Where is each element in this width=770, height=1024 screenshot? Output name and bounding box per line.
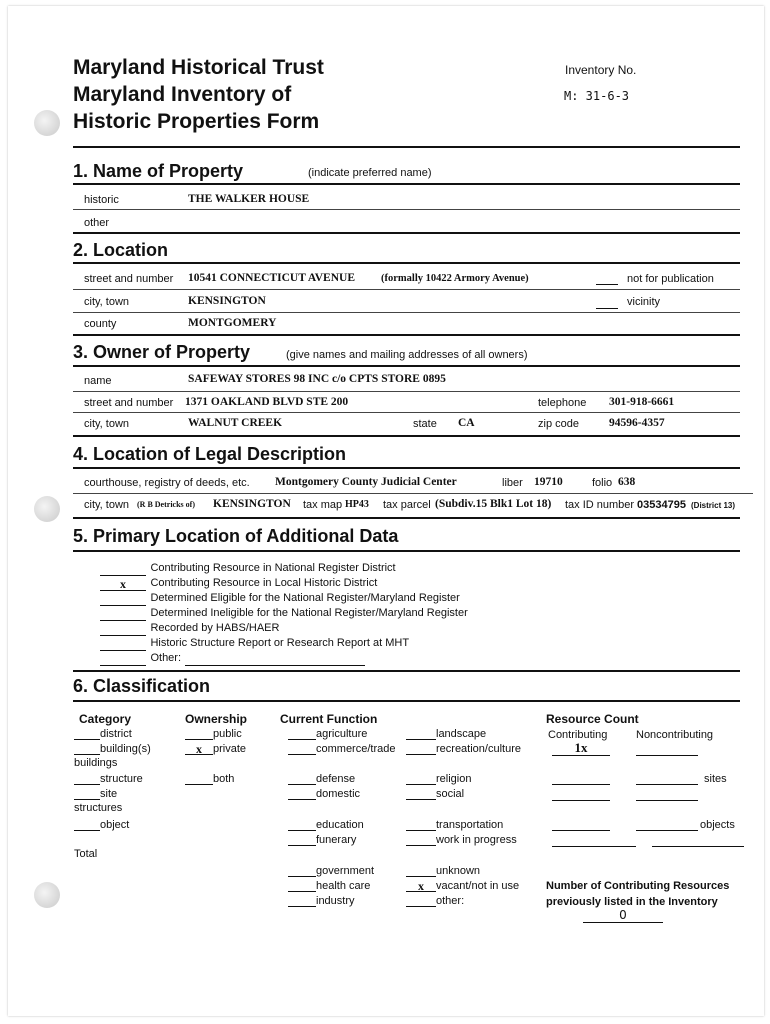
form-title-line2: Maryland Inventory of [73, 83, 292, 106]
category-blank[interactable] [74, 742, 100, 755]
form-title-line3: Historic Properties Form [73, 110, 320, 133]
section1-heading: 1. Name of Property [73, 161, 244, 181]
punch-hole-top [34, 110, 60, 136]
historic-label: historic [84, 194, 119, 206]
ownership-label: both [213, 773, 235, 785]
section1-note: (indicate preferred name) [308, 167, 432, 179]
function-mark[interactable] [288, 787, 316, 800]
section2-end-rule [73, 334, 740, 336]
folio-label: folio [592, 477, 613, 489]
function-work-in-progress [406, 833, 517, 846]
count-buildings-contributing[interactable]: 1x [552, 740, 610, 756]
function-religion [406, 772, 471, 785]
tax-parcel-label: tax parcel [383, 499, 431, 511]
owner-street-label: street and number [84, 397, 174, 409]
punch-hole-middle [34, 496, 60, 522]
legal-city-label: city, town [84, 499, 130, 511]
function-label: transportation [436, 819, 504, 831]
function-mark[interactable] [288, 864, 316, 877]
count-structures-noncontributing[interactable] [636, 787, 698, 801]
owner-city-label: city, town [84, 418, 130, 430]
resource-count-header: Resource Count [546, 712, 639, 726]
category-label: district [100, 728, 132, 740]
section3-note: (give names and mailing addresses of all owners) [286, 349, 528, 361]
function-label: work in progress [436, 834, 517, 846]
function-social [406, 787, 464, 800]
section6-rule [73, 700, 740, 702]
count-total-contributing[interactable] [552, 833, 636, 847]
owner-city-value: WALNUT CREEK [188, 417, 283, 429]
function-mark[interactable] [288, 742, 316, 755]
function-label: agriculture [316, 728, 368, 740]
function-label: domestic [316, 788, 361, 800]
category-buildings [74, 742, 151, 755]
function-mark[interactable] [406, 772, 436, 785]
vicinity-blank [596, 308, 618, 309]
count-structures-contributing[interactable] [552, 787, 610, 801]
function-mark[interactable] [406, 818, 436, 831]
function-mark[interactable] [406, 864, 436, 877]
function-label: industry [316, 895, 355, 907]
function-label: social [436, 788, 465, 800]
category-header: Category [79, 712, 132, 726]
section5-end-rule [73, 670, 740, 672]
zip-value: 94596-4357 [609, 417, 665, 429]
category-blank[interactable] [74, 727, 100, 740]
owner-name-value: SAFEWAY STORES 98 INC c/o CPTS STORE 0895 [188, 373, 446, 385]
count-structures-label: structures [74, 802, 123, 814]
section3-end-rule [73, 435, 740, 437]
ownership-label: private [213, 743, 247, 755]
section2-rule [73, 262, 740, 264]
count-total-noncontributing[interactable] [652, 833, 744, 847]
header-divider [73, 146, 740, 148]
count-sites-label: sites [704, 773, 727, 785]
location-street-value: 10541 CONNECTICUT AVENUE [188, 272, 355, 284]
courthouse-label: courthouse, registry of deeds, etc. [84, 477, 250, 489]
section1-rule [73, 183, 740, 185]
state-label: state [413, 418, 437, 430]
count-total-label: Total [74, 848, 98, 860]
function-label: government [316, 865, 375, 877]
item-label: Other: [150, 652, 182, 664]
ownership-header: Ownership [185, 712, 248, 726]
checkbox-mark[interactable] [100, 652, 146, 666]
owner-street-value: 1371 OAKLAND BLVD STE 200 [185, 396, 349, 408]
count-objects-contributing[interactable] [552, 817, 610, 831]
tax-id-value: 03534795 [637, 499, 686, 511]
function-label: landscape [436, 728, 487, 740]
form-title-line1: Maryland Historical Trust [73, 56, 324, 79]
function-mark[interactable] [406, 742, 436, 755]
folio-value: 638 [618, 476, 636, 488]
previous-listed-value[interactable]: 0 [583, 908, 663, 923]
function-funerary [288, 833, 356, 846]
noncontributing-header: Noncontributing [636, 729, 714, 741]
category-label: building(s) [100, 743, 151, 755]
section6-heading: 6. Classification [73, 676, 211, 696]
function-mark[interactable] [406, 894, 436, 907]
form-page [8, 6, 764, 1016]
count-sites-contributing[interactable] [552, 771, 610, 785]
section1-end-rule [73, 232, 740, 234]
function-vacant [406, 879, 519, 892]
ownership-private [185, 742, 246, 755]
section3-rule [73, 365, 740, 367]
category-blank[interactable] [74, 818, 100, 831]
function-health-care [288, 879, 370, 892]
function-defense [288, 772, 355, 785]
punch-hole-bottom [34, 882, 60, 908]
tax-id-label: tax ID number [565, 499, 635, 511]
location-city-label: city, town [84, 296, 130, 308]
section5-rule [73, 550, 740, 552]
ownership-public [185, 727, 242, 740]
inventory-label: Inventory No. [565, 63, 637, 77]
function-agriculture [288, 727, 367, 740]
function-label: religion [436, 773, 472, 785]
telephone-label: telephone [538, 397, 587, 409]
row-rule [73, 209, 740, 210]
category-district [74, 727, 132, 740]
additional-data-item [100, 648, 365, 666]
function-label: vacant/not in use [436, 880, 520, 892]
item-label: Determined Eligible for the National Register/Maryland Register [150, 592, 460, 604]
courthouse-value: Montgomery County Judicial Center [275, 476, 457, 488]
function-transportation [406, 818, 503, 831]
other-label: other [84, 217, 110, 229]
other-input-line[interactable] [185, 653, 365, 666]
count-objects-label: objects [700, 819, 735, 831]
legal-city-value: KENSINGTON [213, 498, 291, 510]
item-label: Contributing Resource in Local Historic District [150, 577, 378, 589]
tax-map-value: HP43 [345, 499, 369, 510]
checkbox-mark[interactable]: x [100, 577, 146, 591]
function-mark[interactable] [406, 727, 436, 740]
count-buildings-label: buildings [74, 757, 118, 769]
category-object [74, 818, 129, 831]
function-unknown [406, 864, 480, 877]
function-mark[interactable] [288, 772, 316, 785]
function-other [406, 894, 464, 907]
count-sites-noncontributing[interactable] [636, 771, 698, 785]
function-recreation [406, 742, 521, 755]
function-label: funerary [316, 834, 357, 846]
item-label: Contributing Resource in National Register District [150, 562, 396, 574]
count-buildings-noncontributing[interactable] [636, 740, 698, 756]
section2-heading: 2. Location [73, 240, 169, 260]
function-mark[interactable] [406, 833, 436, 846]
section4-rule [73, 467, 740, 469]
function-label: recreation/culture [436, 743, 521, 755]
ownership-label: public [213, 728, 242, 740]
function-government [288, 864, 374, 877]
section3-heading: 3. Owner of Property [73, 342, 251, 362]
ownership-mark[interactable]: x [185, 742, 213, 755]
function-label: other: [436, 895, 465, 907]
county-value: MONTGOMERY [188, 317, 277, 329]
historic-value: THE WALKER HOUSE [188, 193, 310, 205]
row-rule [73, 289, 740, 290]
item-label: Determined Ineligible for the National Register/Maryland Register [150, 607, 468, 619]
function-industry [288, 894, 355, 907]
section4-end-rule [73, 517, 740, 519]
previous-listed-label-line2: previously listed in the Inventory [546, 896, 718, 908]
function-label: education [316, 819, 364, 831]
liber-value: 19710 [534, 476, 563, 488]
function-mark[interactable] [288, 818, 316, 831]
not-for-publication-label: not for publication [627, 273, 714, 285]
tax-map-label: tax map [303, 499, 343, 511]
function-label: health care [316, 880, 371, 892]
state-value: CA [458, 417, 475, 429]
not-for-publication-blank [596, 284, 618, 285]
section5-heading: 5. Primary Location of Additional Data [73, 526, 399, 546]
function-label: commerce/trade [316, 743, 396, 755]
function-mark[interactable]: x [406, 879, 436, 892]
legal-city-note: (R B Detricks of) [137, 500, 195, 509]
function-header: Current Function [280, 712, 378, 726]
category-blank[interactable] [74, 772, 100, 785]
telephone-value: 301-918-6661 [609, 396, 675, 408]
function-mark[interactable] [288, 727, 316, 740]
inventory-number: M: 31-6-3 [564, 89, 630, 103]
county-label: county [84, 318, 117, 330]
previous-listed-label-line1: Number of Contributing Resources [546, 880, 730, 892]
section4-heading: 4. Location of Legal Description [73, 444, 347, 464]
function-education [288, 818, 364, 831]
location-city-value: KENSINGTON [188, 295, 266, 307]
row-rule [73, 493, 753, 494]
category-label: object [100, 819, 130, 831]
ownership-mark[interactable] [185, 727, 213, 740]
function-label: defense [316, 773, 356, 785]
liber-label: liber [502, 477, 523, 489]
owner-name-label: name [84, 375, 112, 387]
row-rule [73, 312, 740, 313]
category-label: site [100, 788, 118, 800]
item-label: Recorded by HABS/HAER [150, 622, 280, 634]
category-blank[interactable] [74, 787, 100, 800]
function-landscape [406, 727, 486, 740]
vicinity-label: vicinity [627, 296, 661, 308]
function-commerce [288, 742, 395, 755]
tax-parcel-value: (Subdiv.15 Blk1 Lot 18) [435, 498, 552, 510]
contributing-header: Contributing [548, 729, 608, 741]
function-mark[interactable] [406, 787, 436, 800]
count-objects-noncontributing[interactable] [636, 817, 698, 831]
row-rule [73, 412, 740, 413]
function-mark[interactable] [288, 894, 316, 907]
function-domestic [288, 787, 360, 800]
location-street-label: street and number [84, 273, 174, 285]
category-label: structure [100, 773, 143, 785]
district-value: (District 13) [691, 501, 736, 510]
function-label: unknown [436, 865, 481, 877]
item-label: Historic Structure Report or Research Report at MHT [150, 637, 410, 649]
category-structure [74, 772, 143, 785]
location-street-note: (formally 10422 Armory Avenue) [381, 273, 529, 284]
zip-label: zip code [538, 418, 579, 430]
category-site [74, 787, 117, 800]
function-mark[interactable] [288, 833, 316, 846]
ownership-both [185, 772, 234, 785]
function-mark[interactable] [288, 879, 316, 892]
ownership-mark[interactable] [185, 772, 213, 785]
row-rule [73, 391, 740, 392]
